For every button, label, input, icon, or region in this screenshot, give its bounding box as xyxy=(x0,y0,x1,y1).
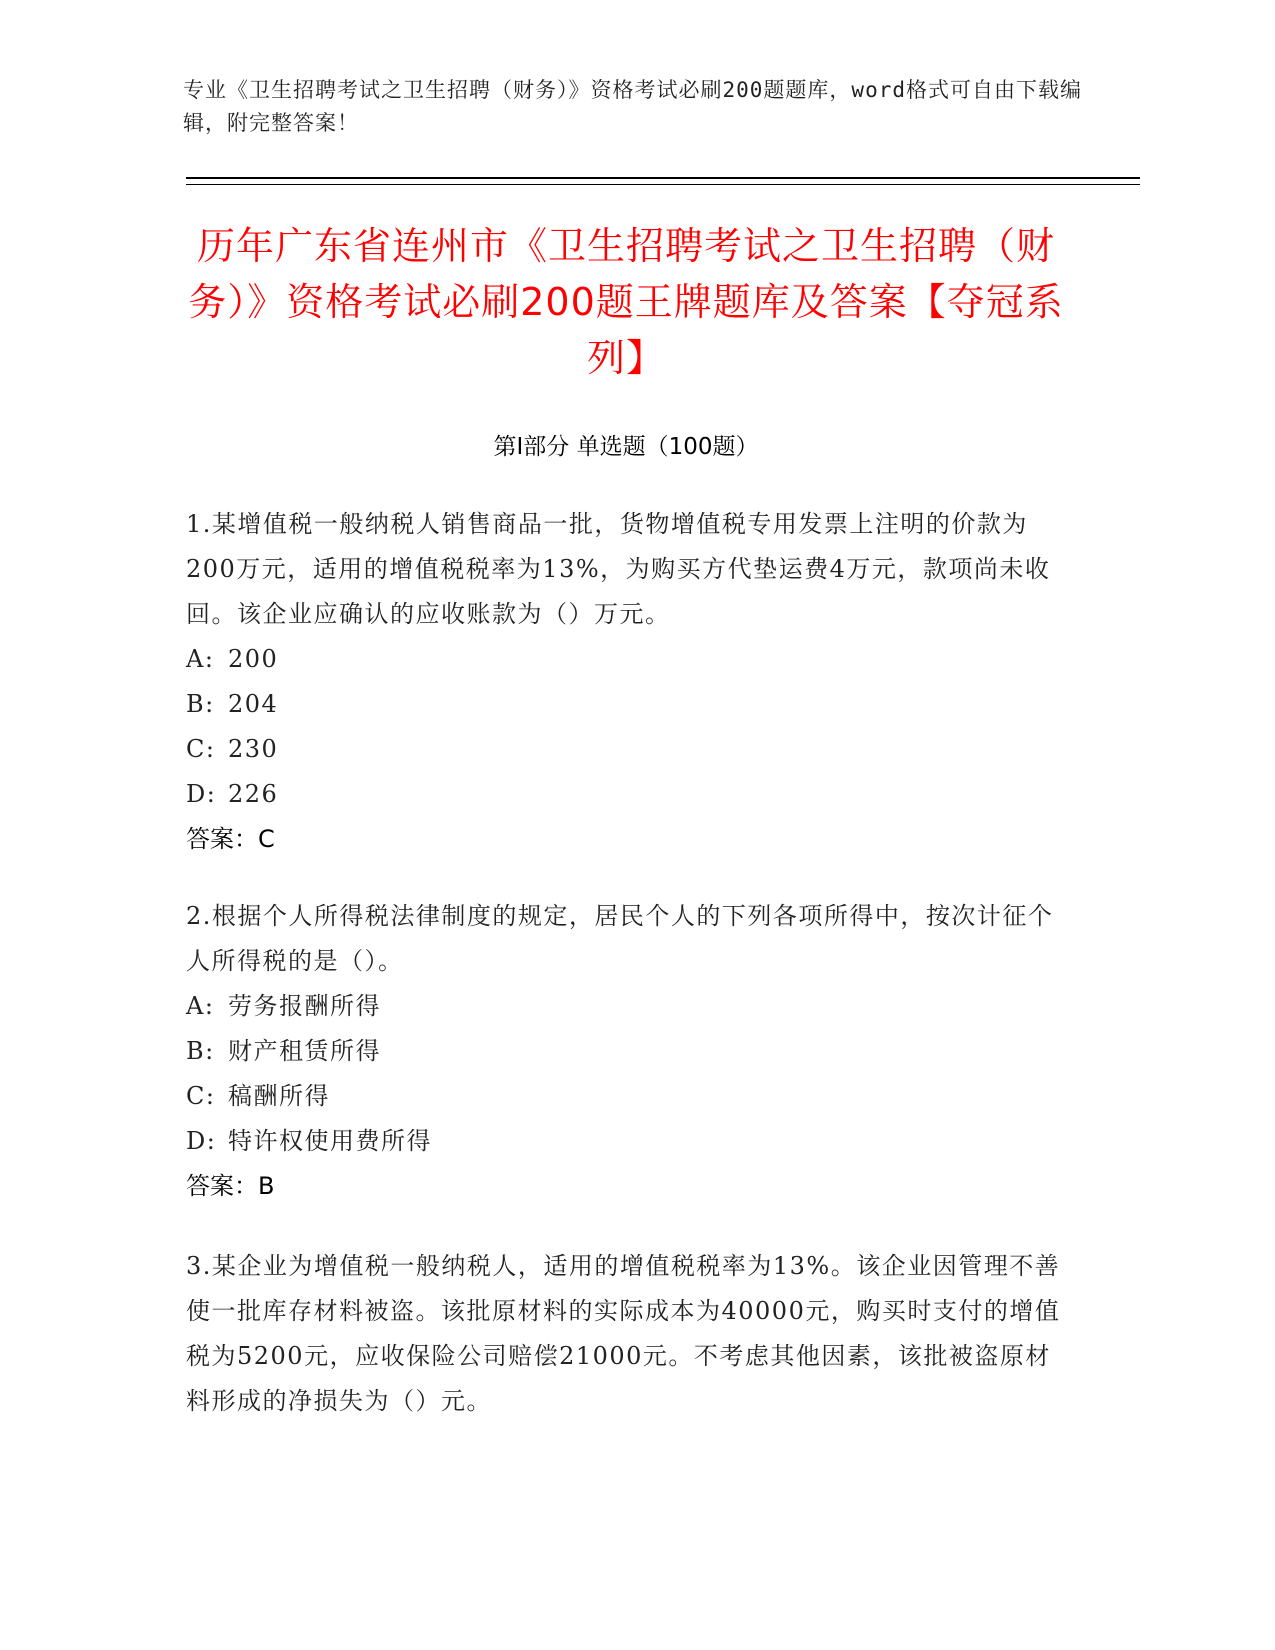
option-text: 226 xyxy=(228,780,279,808)
question-stem: 3.某企业为增值税一般纳税人，适用的增值税税率为13%。该企业因管理不善使一批库存材料被盗。该批原材料的实际成本为40000元，购买时支付的增值税为5200元，应收保险公司赔偿21000元。不考虑其他因素，该批被盗原材料形成的净损失为（）元。 xyxy=(186,1252,1061,1415)
answer-line: 答案：C xyxy=(186,825,275,853)
answer-line: 答案：B xyxy=(186,1172,275,1200)
document-title: 历年广东省连州市《卫生招聘考试之卫生招聘（财务）》资格考试必刷200题王牌题库及答案【夺冠系列】 xyxy=(188,224,1064,380)
option-letter: D: xyxy=(186,780,217,808)
option-text: 230 xyxy=(228,735,279,763)
option-a xyxy=(186,637,1066,682)
option-c xyxy=(186,1074,1066,1119)
header-rule-thick xyxy=(186,177,1140,179)
option-d xyxy=(186,1119,1066,1164)
option-letter: B: xyxy=(186,690,215,718)
option-letter: A: xyxy=(186,992,215,1020)
question-1 xyxy=(186,502,1066,862)
section-heading: 第Ⅰ部分 单选题（100题） xyxy=(493,434,759,460)
option-c xyxy=(186,727,1066,772)
header-rule-thin xyxy=(186,184,1140,185)
option-text: 200 xyxy=(228,645,279,673)
question-3 xyxy=(186,1244,1066,1424)
option-text: 稿酬所得 xyxy=(228,1082,330,1110)
option-text: 劳务报酬所得 xyxy=(228,992,381,1020)
question-2 xyxy=(186,894,1066,1209)
header-note: 专业《卫生招聘考试之卫生招聘（财务）》资格考试必刷200题题库，word格式可自由下载编辑，附完整答案！ xyxy=(183,78,1082,135)
question-stem: 2.根据个人所得税法律制度的规定，居民个人的下列各项所得中，按次计征个人所得税的是（）。 xyxy=(186,902,1054,975)
option-a xyxy=(186,984,1066,1029)
option-b xyxy=(186,682,1066,727)
option-letter: C: xyxy=(186,1082,216,1110)
option-b xyxy=(186,1029,1066,1074)
question-stem: 1.某增值税一般纳税人销售商品一批，货物增值税专用发票上注明的价款为200万元，适用的增值税税率为13%，为购买方代垫运费4万元，款项尚未收回。该企业应确认的应收账款为（）万元。 xyxy=(186,510,1051,628)
option-letter: A: xyxy=(186,645,215,673)
option-letter: C: xyxy=(186,735,216,763)
option-text: 特许权使用费所得 xyxy=(228,1127,432,1155)
option-text: 财产租赁所得 xyxy=(228,1037,381,1065)
option-letter: D: xyxy=(186,1127,217,1155)
option-d xyxy=(186,772,1066,817)
option-text: 204 xyxy=(228,690,279,718)
option-letter: B: xyxy=(186,1037,215,1065)
